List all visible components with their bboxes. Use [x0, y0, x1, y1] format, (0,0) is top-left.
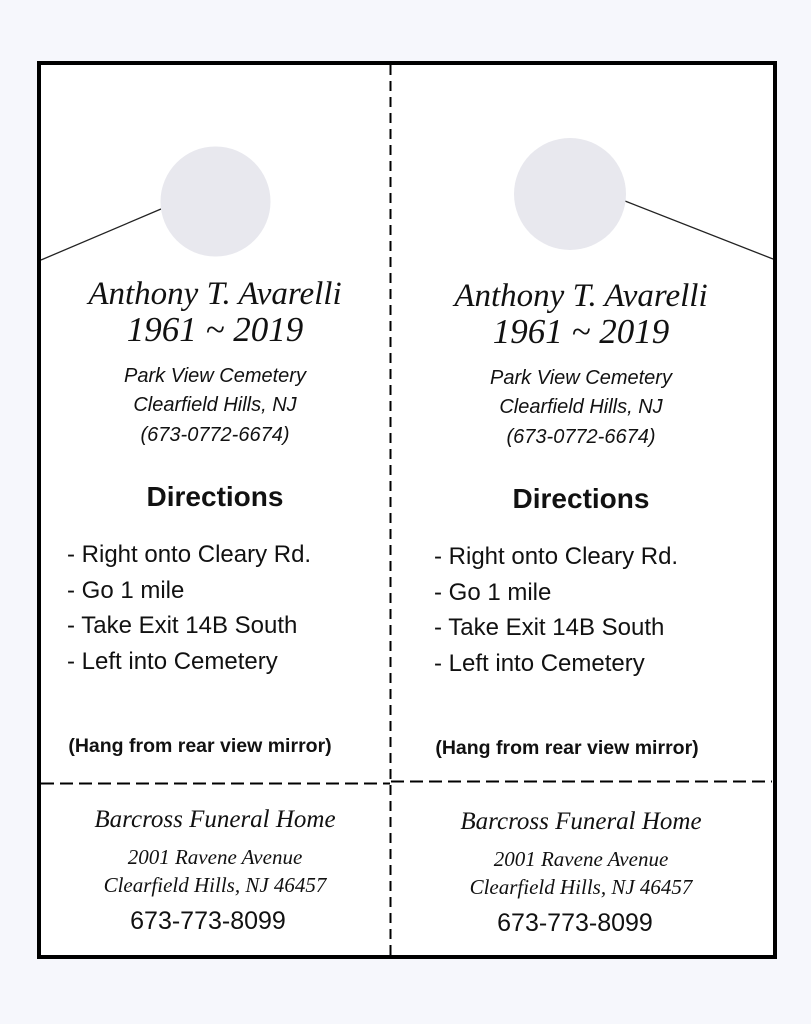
life-years: 1961 ~ 2019 — [492, 312, 670, 351]
funeral-home-phone: 673-773-8099 — [130, 907, 286, 935]
direction-step: - Go 1 mile — [67, 576, 185, 604]
direction-step: - Right onto Cleary Rd. — [434, 543, 679, 570]
directions-list — [434, 539, 678, 681]
direction-step: - Right onto Cleary Rd. — [67, 541, 312, 568]
funeral-home-name: Barcross Funeral Home — [94, 806, 336, 833]
direction-step: - Take Exit 14B South — [434, 614, 665, 641]
directions-list — [67, 537, 311, 679]
hang-note: (Hang from rear view mirror) — [435, 737, 699, 759]
funeral-home-phone: 673-773-8099 — [497, 909, 653, 937]
direction-step: - Go 1 mile — [434, 578, 552, 606]
cemetery-name: Park View Cemetery — [124, 365, 306, 387]
direction-step: - Left into Cemetery — [434, 649, 645, 677]
deceased-name: Anthony T. Avarelli — [88, 276, 342, 312]
funeral-home-address-line2: Clearfield Hills, NJ 46457 — [469, 875, 693, 899]
deceased-name: Anthony T. Avarelli — [454, 278, 708, 314]
direction-step: - Left into Cemetery — [67, 647, 278, 675]
hang-tag-left — [40, 0, 390, 1024]
hang-tag-right — [406, 0, 756, 1024]
cemetery-phone: (673-0772-6674) — [506, 426, 656, 448]
funeral-home-address-line1: 2001 Ravene Avenue — [127, 845, 303, 869]
direction-step: - Take Exit 14B South — [67, 612, 298, 639]
cemetery-location: Clearfield Hills, NJ — [133, 394, 297, 416]
funeral-home-name: Barcross Funeral Home — [460, 808, 702, 835]
hang-note: (Hang from rear view mirror) — [68, 735, 332, 757]
cemetery-location: Clearfield Hills, NJ — [499, 396, 663, 418]
life-years: 1961 ~ 2019 — [126, 310, 304, 349]
funeral-home-address-line2: Clearfield Hills, NJ 46457 — [103, 873, 327, 897]
cemetery-name: Park View Cemetery — [490, 367, 672, 389]
directions-title: Directions — [146, 481, 284, 512]
directions-title: Directions — [512, 483, 650, 514]
cemetery-phone: (673-0772-6674) — [140, 424, 290, 446]
funeral-home-address-line1: 2001 Ravene Avenue — [493, 847, 669, 871]
